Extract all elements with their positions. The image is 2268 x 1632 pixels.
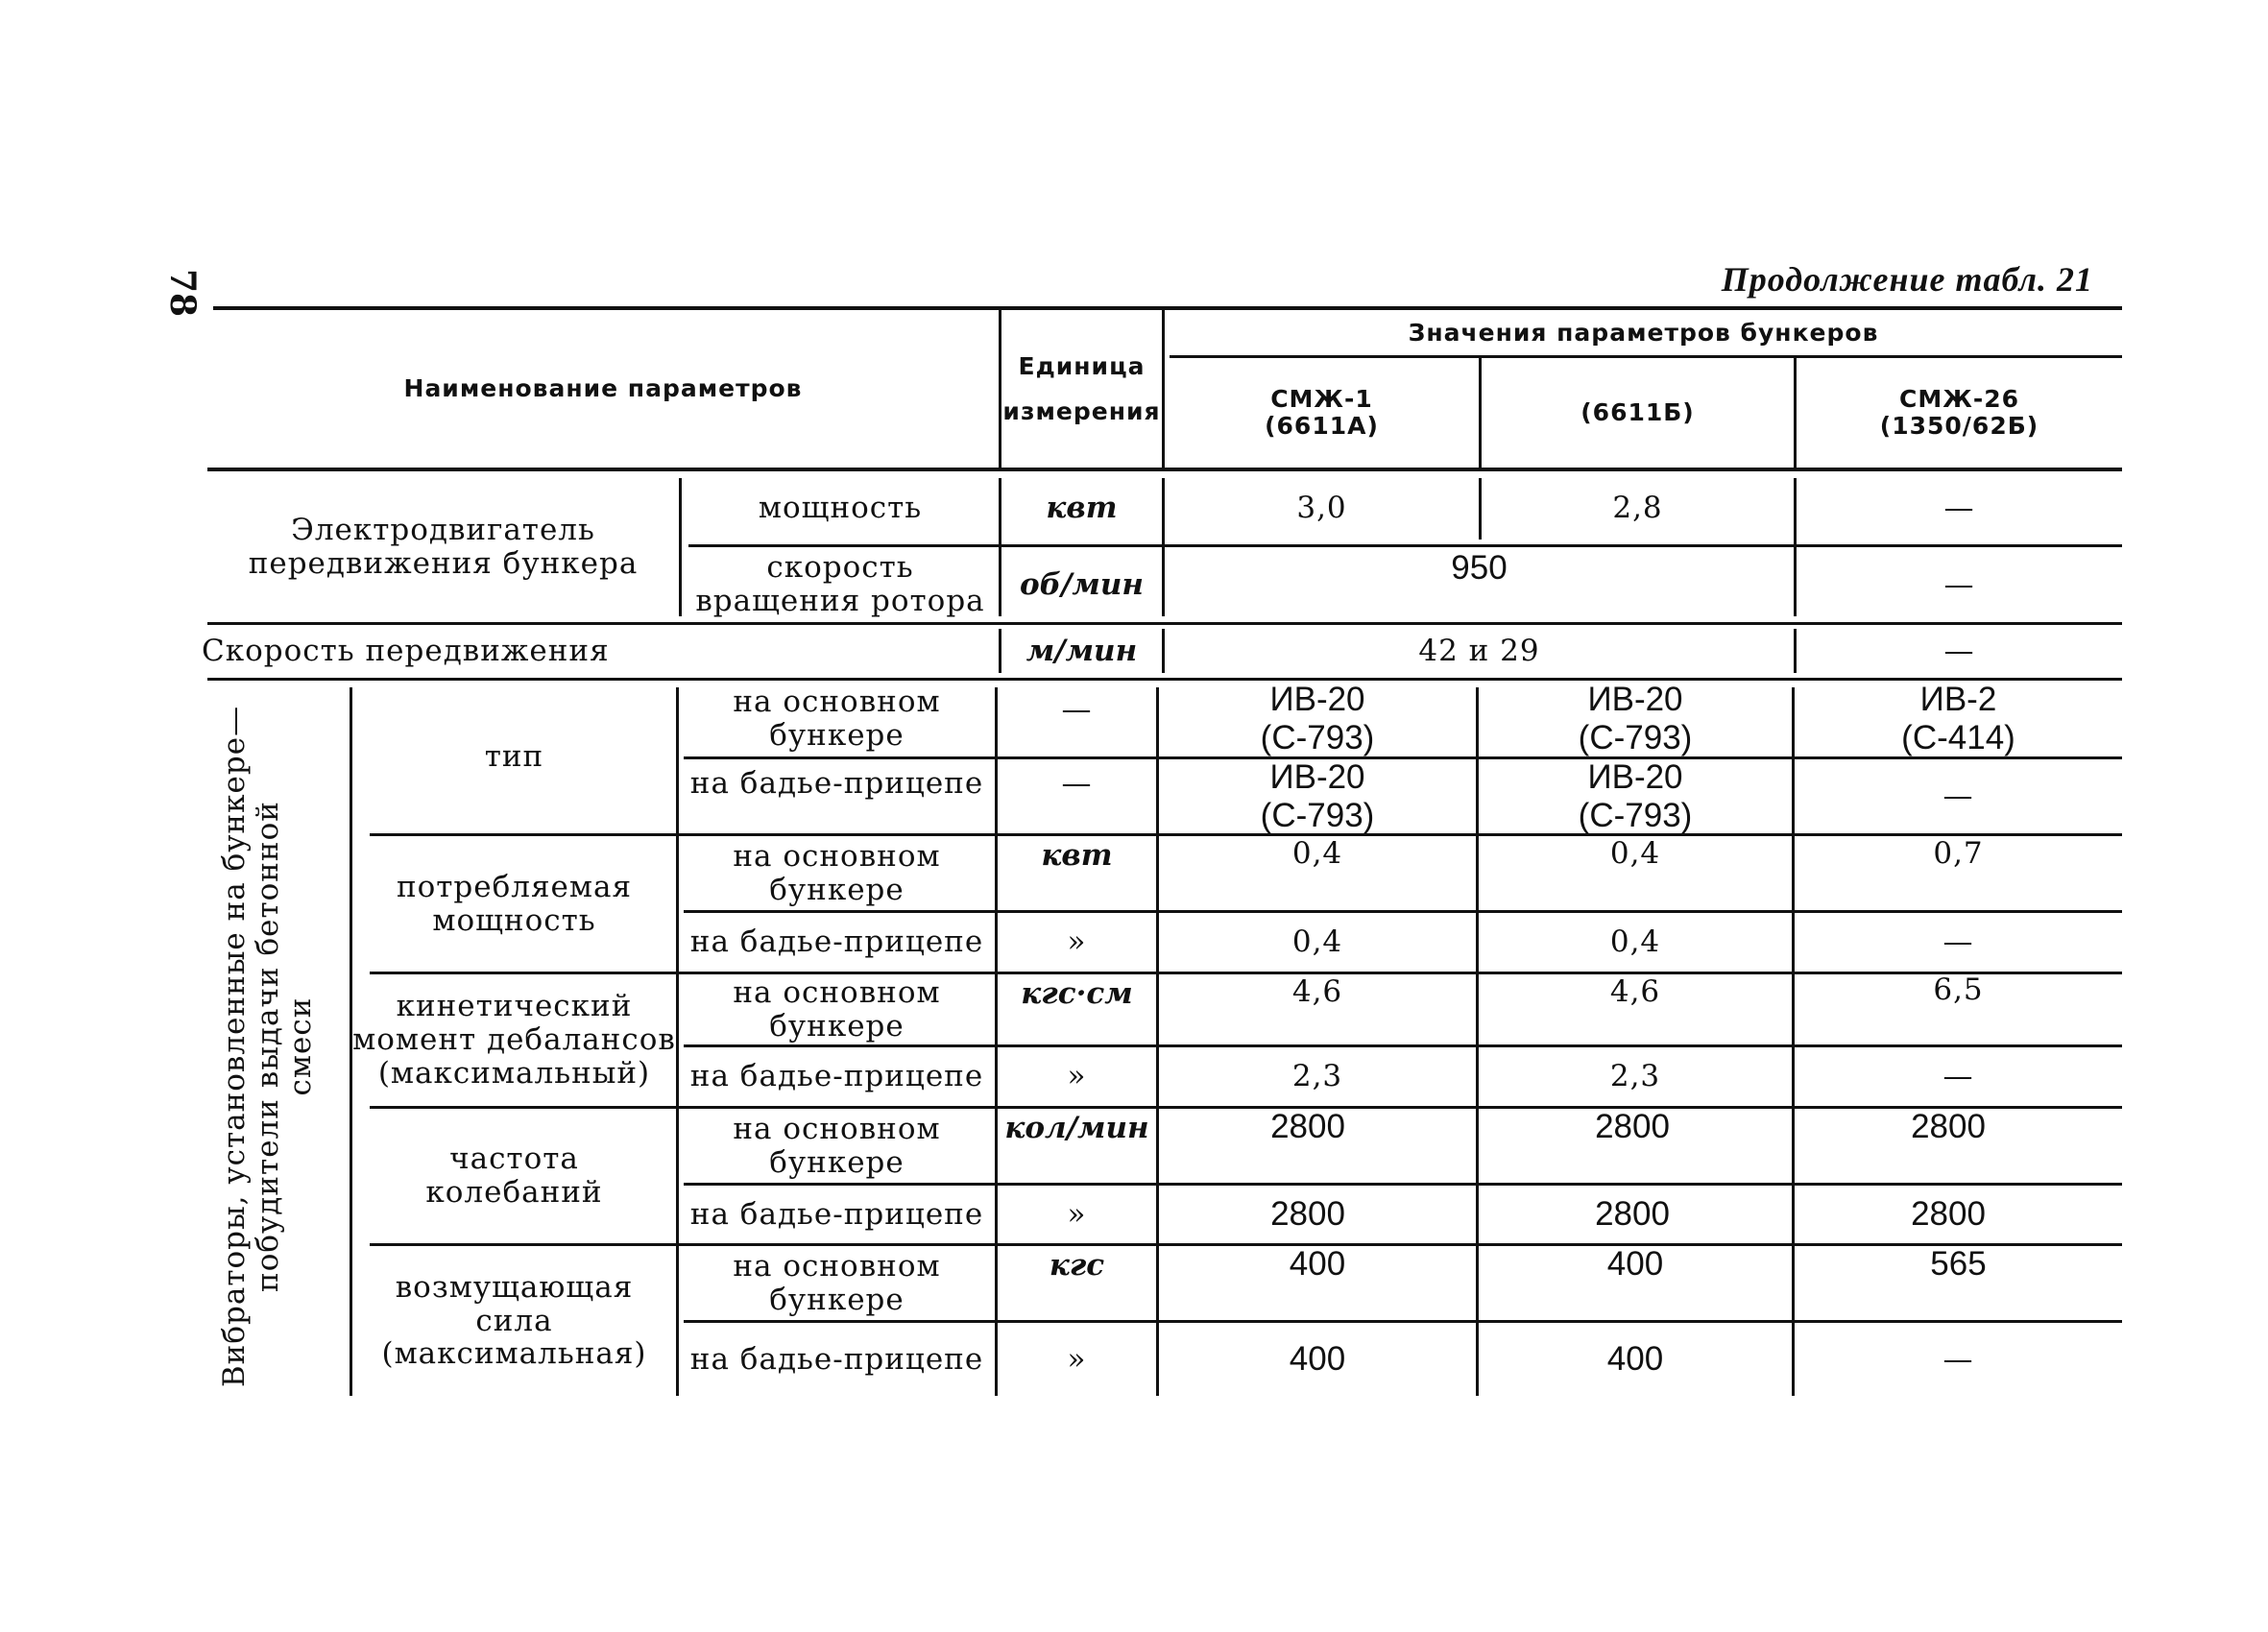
vib-freq-trailer-sub: на бадье-прицепе <box>689 1196 984 1232</box>
vib-kinetic-main-sub: на основном бункере <box>733 974 941 1044</box>
vib-force-main-col3: 565 <box>1930 1245 1987 1283</box>
vib-freq-main-col2: 2800 <box>1595 1108 1670 1145</box>
vib-force-trailer-col2: 400 <box>1606 1340 1664 1379</box>
motor-power-unit: квт <box>1046 490 1118 525</box>
vib-type-trailer-col1: ИВ-20 (С-793) <box>1260 758 1375 834</box>
vib-freq-trailer-col1: 2800 <box>1270 1195 1345 1234</box>
vib-power-label: потребляемая мощность <box>396 869 633 938</box>
vib-force-main-col2: 400 <box>1606 1245 1664 1283</box>
vib-force-main-unit: кгс <box>1049 1248 1105 1283</box>
vib-freq-label: частота колебаний <box>425 1141 603 1210</box>
vib-kinetic-trailer-col1: 2,3 <box>1291 1059 1343 1094</box>
vib-kinetic-main-col1: 4,6 <box>1291 974 1343 1009</box>
speed-label: Скорость передвижения <box>202 634 610 668</box>
vib-power-main-sub: на основном бункере <box>733 838 941 907</box>
vib-force-trailer-unit: » <box>1067 1341 1087 1377</box>
header-param-name: Наименование параметров <box>403 374 803 402</box>
motor-power-col1: 3,0 <box>1296 490 1347 525</box>
vib-power-main-col3: 0,7 <box>1933 836 1984 871</box>
vib-kinetic-main-unit: кгс·см <box>1021 976 1133 1011</box>
header-col1: СМЖ-1 (6611А) <box>1265 385 1379 440</box>
speed-col12: 42 и 29 <box>1418 634 1540 669</box>
motor-power-col2: 2,8 <box>1612 490 1663 525</box>
vib-power-trailer-sub: на бадье-прицепе <box>689 924 984 960</box>
vib-type-trailer-sub: на бадье-прицепе <box>689 765 984 801</box>
vib-freq-trailer-col2: 2800 <box>1595 1195 1670 1234</box>
vib-kinetic-trailer-sub: на бадье-прицепе <box>689 1059 984 1094</box>
vib-force-trailer-col3: — <box>1942 1341 1974 1377</box>
vib-force-main-sub: на основном бункере <box>733 1248 941 1317</box>
vib-power-trailer-col2: 0,4 <box>1609 924 1661 960</box>
vib-power-main-col1: 0,4 <box>1291 836 1343 871</box>
vib-kinetic-trailer-col2: 2,3 <box>1609 1059 1661 1094</box>
vib-freq-trailer-unit: » <box>1067 1196 1087 1232</box>
header-col2: (6611Б) <box>1580 398 1695 426</box>
vib-freq-main-unit: кол/мин <box>1004 1111 1149 1145</box>
vib-force-trailer-sub: на бадье-прицепе <box>689 1341 984 1377</box>
page-number: 78 <box>162 268 203 318</box>
motor-rotor-col12: 950 <box>1451 549 1508 587</box>
vib-kinetic-trailer-col3: — <box>1942 1059 1974 1094</box>
motor-rotor-label: скорость вращения ротора <box>695 550 985 618</box>
vib-power-trailer-col3: — <box>1942 924 1974 960</box>
vib-type-trailer-col3: — <box>1942 779 1974 814</box>
vib-freq-main-col3: 2800 <box>1911 1108 1986 1145</box>
vib-power-trailer-unit: » <box>1067 924 1087 960</box>
motor-power-label: мощность <box>758 490 923 525</box>
vib-kinetic-trailer-unit: » <box>1067 1059 1087 1094</box>
vib-type-main-col3: ИВ-2 (С-414) <box>1901 681 2015 756</box>
vib-freq-main-sub: на основном бункере <box>733 1111 941 1180</box>
vib-type-label: тип <box>484 739 544 775</box>
vib-type-trailer-col2: ИВ-20 (С-793) <box>1578 758 1693 834</box>
header-col3: СМЖ-26 (1350/62Б) <box>1879 385 2039 440</box>
vib-kinetic-main-col3: 6,5 <box>1933 972 1984 1007</box>
vib-type-main-unit: — <box>1061 691 1093 727</box>
speed-unit: м/мин <box>1025 634 1138 669</box>
motor-rotor-col3: — <box>1943 566 1975 602</box>
vib-type-main-col1: ИВ-20 (С-793) <box>1260 681 1375 756</box>
vibrators-group-label: Вибраторы, установленные на бункере— побудители выдачи бетонной смеси <box>216 705 319 1388</box>
motor-power-col3: — <box>1943 490 1975 525</box>
vib-kinetic-main-col2: 4,6 <box>1609 974 1661 1009</box>
table-caption: Продолжение табл. 21 <box>1721 260 2093 299</box>
vib-type-trailer-unit: — <box>1061 765 1093 801</box>
vib-power-trailer-col1: 0,4 <box>1291 924 1343 960</box>
vib-force-trailer-col1: 400 <box>1289 1340 1346 1379</box>
header-values-group: Значения параметров бункеров <box>1408 318 1879 347</box>
speed-col3: — <box>1943 634 1975 669</box>
vib-power-main-col2: 0,4 <box>1609 836 1661 871</box>
vib-kinetic-label: кинетический момент дебалансов (максимальный) <box>352 989 676 1091</box>
vib-freq-trailer-col3: 2800 <box>1911 1195 1986 1234</box>
vib-type-main-col2: ИВ-20 (С-793) <box>1578 681 1693 756</box>
vib-freq-main-col1: 2800 <box>1270 1108 1345 1145</box>
motor-rotor-unit: об/мин <box>1020 566 1144 602</box>
vib-force-main-col1: 400 <box>1289 1245 1346 1283</box>
header-unit: Единица измерения <box>1002 351 1161 425</box>
vib-type-main-sub: на основном бункере <box>733 684 941 753</box>
motor-group-label: Электродвигатель передвижения бункера <box>248 512 639 581</box>
vib-force-label: возмущающая сила (максимальная) <box>381 1269 647 1372</box>
vib-power-main-unit: квт <box>1041 838 1113 873</box>
